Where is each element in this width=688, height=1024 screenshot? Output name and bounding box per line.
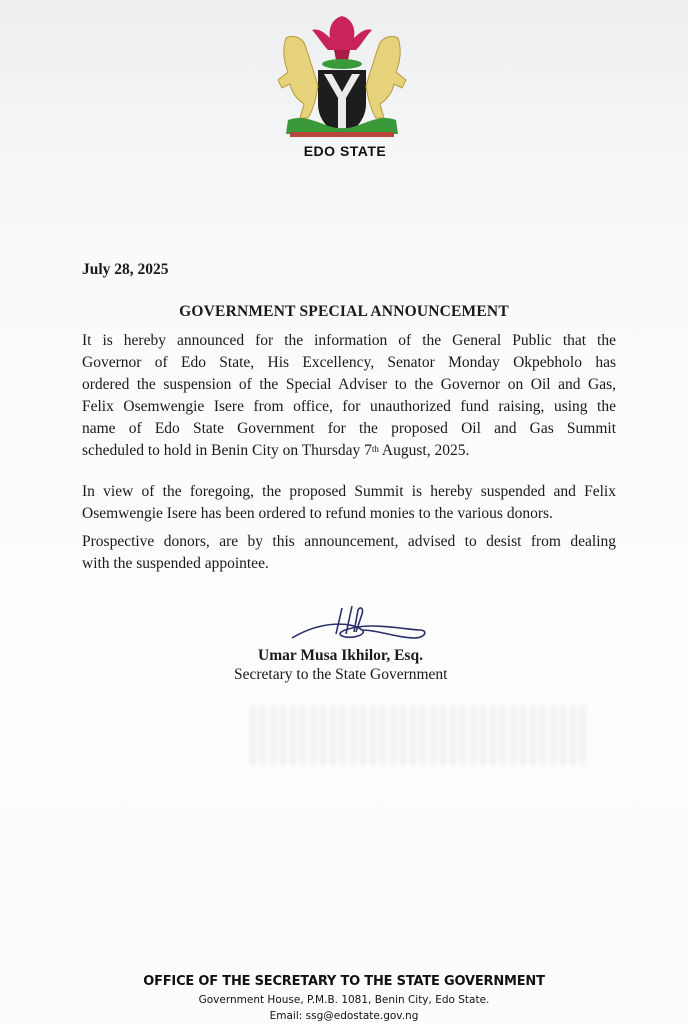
text-line: Prospective donors, are by this announcement, advised to desist from dealing (82, 533, 616, 550)
footer-office: OFFICE OF THE SECRETARY TO THE STATE GOVERNMENT (143, 974, 545, 989)
text-line: Governor of Edo State, His Excellency, Senator Monday Okpebholo has (82, 354, 616, 371)
horse-left-icon (278, 36, 318, 118)
text-line: It is hereby announced for the information of the General Public that the (82, 332, 616, 349)
wreath-icon (322, 59, 362, 69)
motto-band-icon (290, 132, 394, 137)
paragraph-1 (82, 330, 616, 462)
paragraph-2 (82, 481, 616, 525)
paragraph-3 (82, 531, 616, 575)
text-fragment: August, 2025. (378, 442, 470, 459)
letter-date: July 28, 2025 (82, 261, 169, 278)
nigeria-coat-of-arms-icon (268, 8, 416, 158)
text-fragment: scheduled to hold in Benin City on Thursday 7 (82, 442, 372, 459)
eagle-icon (312, 16, 372, 60)
text-line: Osemwengie Isere has been ordered to refund monies to the various donors. (82, 505, 553, 522)
text-line: with the suspended appointee. (82, 555, 269, 572)
footer-email[interactable]: Email: ssg@edostate.gov.ng (269, 1010, 419, 1022)
text-line: name of Edo State Government for the proposed Oil and Gas Summit (82, 420, 616, 437)
horse-right-icon (366, 36, 406, 118)
text-line: Felix Osemwengie Isere from office, for unauthorized fund raising, using the (82, 398, 616, 415)
footer-address: Government House, P.M.B. 1081, Benin City, Edo State. (198, 994, 490, 1006)
text-line: In view of the foregoing, the proposed Summit is hereby suspended and Felix (82, 483, 616, 500)
signer-title: Secretary to the State Government (234, 666, 448, 683)
handwritten-signature-icon (282, 600, 432, 648)
announcement-title: GOVERNMENT SPECIAL ANNOUNCEMENT (179, 303, 509, 320)
signer-name: Umar Musa Ikhilor, Esq. (258, 647, 423, 664)
state-label: EDO STATE (303, 143, 387, 159)
text-line: ordered the suspension of the Special Adviser to the Governor on Oil and Gas, (82, 376, 616, 393)
text-line (82, 440, 616, 462)
show-through-text (250, 705, 590, 765)
ordinal-suffix: th (371, 444, 379, 454)
